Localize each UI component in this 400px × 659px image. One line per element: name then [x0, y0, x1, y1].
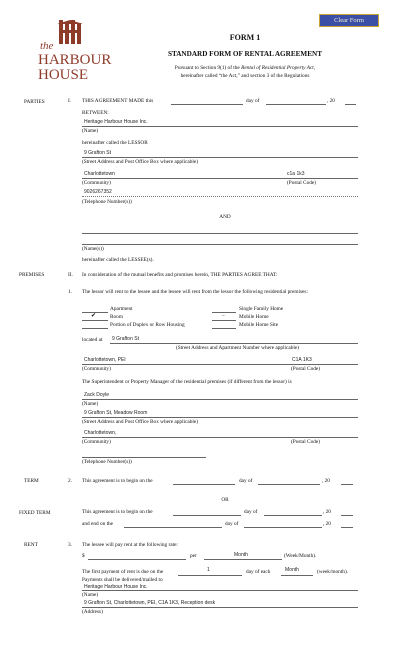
term-begin-year-field[interactable]	[341, 484, 353, 485]
logo-the: the	[40, 40, 54, 52]
fixed-begin-day-field[interactable]	[173, 515, 241, 516]
lessor-name-field[interactable]: Heritage Harbour House Inc.	[84, 119, 148, 125]
premises-postal-field[interactable]: C1A 1K3	[292, 357, 312, 363]
lessor-name-line	[82, 126, 358, 127]
agreement-year-field[interactable]	[345, 104, 356, 105]
payee-address-line	[82, 607, 358, 608]
premises-community-line	[82, 364, 358, 365]
lessor-name-caption: (Name)	[82, 128, 99, 134]
mobile-home-site-checkbox[interactable]	[212, 328, 236, 329]
payee-name-field[interactable]: Heritage Harbour House Inc.	[84, 584, 148, 590]
superintendent-street-line	[82, 417, 358, 418]
fixed-end-day-of-label: day of	[225, 521, 239, 527]
lessor-postal-field[interactable]: c1a 1k3	[287, 171, 305, 177]
logo-harbour: HARBOUR	[38, 52, 112, 68]
single-family-label: Single Family Home	[239, 306, 284, 312]
fixed-end-year-field[interactable]	[341, 527, 353, 528]
duplex-checkbox[interactable]	[82, 328, 108, 329]
rent-amount-field[interactable]	[88, 559, 186, 560]
harbour-house-logo-mark	[57, 20, 85, 44]
fixed-begin-month-field[interactable]	[264, 515, 322, 516]
premises-community-field[interactable]: Charlottetown, PEI	[84, 357, 126, 363]
lessor-community-caption: (Community)	[82, 180, 111, 186]
payee-address-field[interactable]: 9 Grafton St, Charlottetown, PEI, C1A 1K3, Reception desk	[84, 600, 216, 606]
fixed-end-day-field[interactable]	[124, 527, 222, 528]
lessor-street-line	[82, 157, 358, 158]
year-prefix-label: , 20	[327, 98, 335, 104]
located-at-field[interactable]: 9 Grafton St	[112, 336, 139, 342]
lessee-name-field-1[interactable]	[82, 233, 358, 234]
mobile-home-site-label: Mobile Home Site	[239, 322, 279, 328]
term-year-prefix: , 20	[322, 478, 330, 484]
lessor-phone-line	[82, 196, 358, 197]
section-number-1: I.	[68, 98, 72, 104]
lessee-called-label: hereinafter called the LESSEE(s).	[82, 257, 154, 263]
duplex-label: Portion of Duplex or Row Housing	[110, 322, 185, 328]
superintendent-street-caption: (Street Address and Post Office Box where applicable)	[82, 419, 198, 425]
premises-postal-caption: (Postal Code)	[291, 366, 320, 372]
lessor-phone-field[interactable]: 9026267352	[84, 189, 112, 195]
premises-intro: In consideration of the mutual benefits and promises herein, THE PARTIES AGREE THAT:	[82, 272, 278, 278]
lessor-phone-caption: (Telephone Number(s))	[82, 199, 132, 205]
lessor-community-line	[82, 178, 358, 179]
side-label-term: TERM	[24, 478, 39, 484]
apartment-label: Apartment	[110, 306, 133, 312]
side-label-fixed-term: FIXED TERM	[19, 510, 51, 516]
rent-period-line	[204, 559, 282, 560]
room-label: Room	[110, 314, 123, 320]
superintendent-text: The Superintendent or Property Manager of the residential premises (if different from the lessor) is	[82, 379, 292, 385]
located-at-line	[110, 343, 358, 344]
side-label-parties: PARTIES	[24, 99, 45, 105]
fixed-end-label: and end on the	[82, 521, 114, 527]
term-begin-month-field[interactable]	[258, 484, 320, 485]
form-title: STANDARD FORM OF RENTAL AGREEMENT	[167, 50, 322, 58]
superintendent-street-field[interactable]: 9 Grafton St, Meadow Room	[84, 410, 148, 416]
first-payment-period-field[interactable]: Month	[285, 567, 299, 573]
form-subtitle-2: hereinafter called “the Act,” and section 3 of the Regulations	[180, 73, 310, 79]
lessor-community-field[interactable]: Charlottetown	[84, 171, 115, 177]
first-payment-suffix: (week/month).	[317, 569, 349, 575]
room-check-mark: ✔	[91, 313, 97, 319]
premises-community-caption: (Community)	[82, 366, 111, 372]
superintendent-name-field[interactable]: Zack Doyle	[84, 392, 110, 398]
fixed-end-month-field[interactable]	[244, 527, 322, 528]
payee-address-caption: (Address)	[82, 609, 103, 615]
lessee-name-field-2[interactable]	[82, 244, 358, 245]
lessee-names-caption: (Name(s))	[82, 246, 104, 252]
side-label-premises: PREMISES	[19, 272, 45, 278]
premises-clause-text: The lessor will rent to the lessee and the lessee will rent from the lessor the following residential premises:	[82, 289, 308, 295]
fixed-begin-year-field[interactable]	[341, 515, 353, 516]
payments-delivered-label: Payments shall be delivered/mailed to	[82, 577, 163, 583]
superintendent-name-line	[82, 399, 358, 400]
payee-name-line	[82, 590, 358, 591]
fixed-begin-year-prefix: , 20	[323, 509, 331, 515]
first-payment-day-field[interactable]: 1	[207, 567, 210, 573]
term-begin-label: This agreement is to begin on the	[82, 478, 153, 484]
clause-number-2: 2.	[68, 478, 72, 484]
lessor-postal-caption: (Postal Code)	[287, 180, 316, 186]
superintendent-community-caption: (Community)	[82, 439, 111, 445]
located-at-label: located at	[82, 337, 103, 343]
superintendent-community-field[interactable]: Charlottetown,	[84, 430, 117, 436]
fixed-begin-day-of-label: day of	[244, 509, 258, 515]
fixed-end-year-prefix: , 20	[323, 521, 331, 527]
and-label: AND	[219, 214, 231, 220]
lessor-called-label: hereinafter called the LESSOR	[82, 140, 148, 146]
agreement-day-field[interactable]	[171, 104, 243, 105]
between-label: BETWEEN:	[82, 110, 109, 116]
mobile-home-label: Mobile Home	[239, 314, 269, 320]
form-number: FORM 1	[229, 33, 261, 42]
first-payment-label: The first payment of rent is due on the	[82, 569, 164, 575]
section-number-2: II.	[68, 272, 73, 278]
rent-intro: The lessee will pay rent at the following rate:	[82, 542, 178, 548]
agreement-made-label: THIS AGREEMENT MADE this	[82, 98, 154, 104]
mobile-home-mark: –	[222, 313, 225, 319]
superintendent-name-caption: (Name)	[82, 401, 99, 407]
superintendent-phone-field[interactable]	[82, 457, 206, 458]
dollar-sign: $	[82, 553, 85, 559]
term-day-of-label: day of	[239, 478, 253, 484]
first-payment-day-each-label: day of each	[246, 569, 271, 575]
room-checkbox[interactable]	[82, 320, 108, 321]
logo-house: HOUSE	[38, 67, 89, 83]
lessor-street-caption: (Street Address and Post Office Box where applicable)	[82, 159, 198, 165]
term-begin-day-field[interactable]	[173, 484, 235, 485]
lessor-street-field[interactable]: 9 Grafton St	[84, 150, 111, 156]
payee-name-caption: (Name)	[82, 592, 99, 598]
clause-number-1: 1.	[68, 289, 72, 295]
rent-period-field[interactable]: Month	[234, 552, 248, 558]
rent-period-suffix: (Week/Month).	[284, 553, 317, 559]
side-label-rent: RENT	[24, 542, 38, 548]
rent-per-label: per	[190, 553, 197, 559]
first-payment-period-line	[281, 575, 313, 576]
superintendent-postal-caption: (Postal Code)	[291, 439, 320, 445]
superintendent-community-line	[82, 437, 358, 438]
first-payment-day-line	[178, 575, 242, 576]
fixed-begin-label: This agreement is to begin on the	[82, 509, 153, 515]
day-of-label: day of	[246, 98, 260, 104]
agreement-month-field[interactable]	[266, 104, 326, 105]
clear-form-button[interactable]: Clear Form	[319, 14, 379, 27]
or-label: OR	[221, 497, 229, 503]
clause-number-3: 3.	[68, 542, 72, 548]
mobile-home-checkbox[interactable]	[212, 320, 236, 321]
located-at-caption: (Street Address and Apartment Number where applicable)	[176, 345, 299, 351]
form-subtitle-1: Pursuant to Section 9(1) of the Rental of Residential Property Act,	[174, 65, 316, 71]
superintendent-phone-caption: (Telephone Number(s))	[82, 459, 132, 465]
